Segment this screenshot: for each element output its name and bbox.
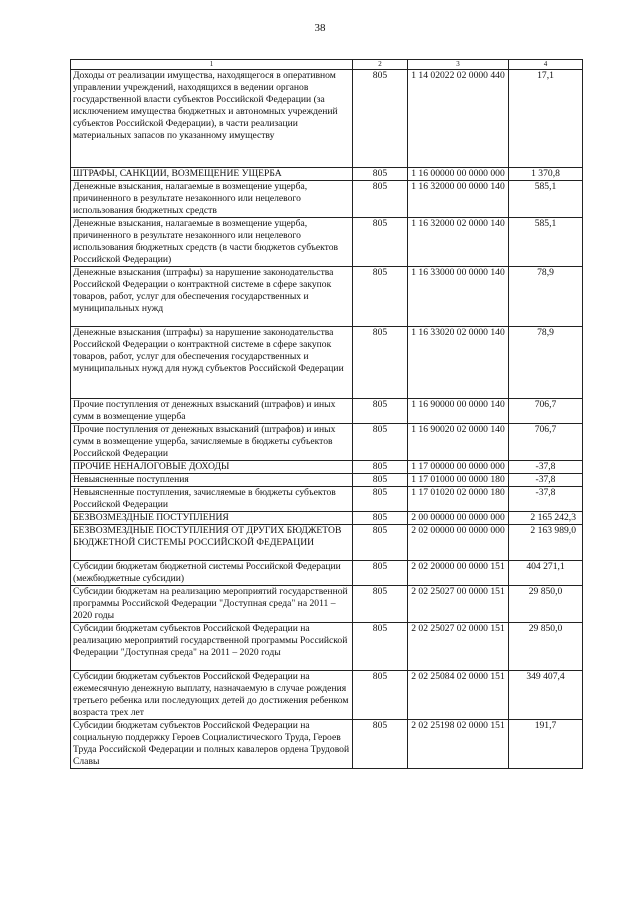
table-row bbox=[71, 424, 583, 461]
row-amount: 2 165 242,3 bbox=[509, 512, 583, 525]
row-budget-code: 2 02 25198 02 0000 151 bbox=[408, 720, 509, 769]
row-admin-code: 805 bbox=[353, 424, 408, 461]
revenue-table bbox=[70, 59, 583, 769]
table-row bbox=[71, 623, 583, 671]
row-name: Субсидии бюджетам бюджетной системы Российской Федерации (межбюджетные субсидии) bbox=[71, 561, 353, 586]
table-row bbox=[71, 218, 583, 267]
row-admin-code: 805 bbox=[353, 327, 408, 399]
row-amount: 29 850,0 bbox=[509, 586, 583, 623]
row-admin-code: 805 bbox=[353, 168, 408, 181]
table-body bbox=[71, 60, 583, 769]
row-admin-code: 805 bbox=[353, 561, 408, 586]
row-name: БЕЗВОЗМЕЗДНЫЕ ПОСТУПЛЕНИЯ ОТ ДРУГИХ БЮДЖЕТОВ БЮДЖЕТНОЙ СИСТЕМЫ РОССИЙСКОЙ ФЕДЕРАЦИИ bbox=[71, 525, 353, 561]
row-name: Субсидии бюджетам субъектов Российской Федерации на социальную поддержку Героев Социалистического Труда, Героев Труда Российской Федерации и полных кавалеров ордена Трудовой Славы bbox=[71, 720, 353, 769]
row-admin-code: 805 bbox=[353, 181, 408, 218]
row-amount: 29 850,0 bbox=[509, 623, 583, 671]
table-row bbox=[71, 720, 583, 769]
column-number: 4 bbox=[509, 60, 583, 70]
row-amount: 17,1 bbox=[509, 70, 583, 168]
table-row bbox=[71, 586, 583, 623]
table-row bbox=[71, 399, 583, 424]
row-budget-code: 1 17 00000 00 0000 000 bbox=[408, 461, 509, 474]
row-admin-code: 805 bbox=[353, 461, 408, 474]
row-name: Невыясненные поступления, зачисляемые в бюджеты субъектов Российской Федерации bbox=[71, 487, 353, 512]
row-amount: 706,7 bbox=[509, 399, 583, 424]
table-row bbox=[71, 181, 583, 218]
row-budget-code: 1 16 90020 02 0000 140 bbox=[408, 424, 509, 461]
row-amount: 78,9 bbox=[509, 267, 583, 327]
table-row bbox=[71, 461, 583, 474]
page-number: 38 bbox=[314, 22, 326, 34]
row-amount: -37,8 bbox=[509, 461, 583, 474]
row-budget-code: 2 02 00000 00 0000 000 bbox=[408, 525, 509, 561]
row-name: Субсидии бюджетам на реализацию мероприятий государственной программы Российской Федерации "Доступная среда" на 2011 – 2020 годы bbox=[71, 586, 353, 623]
table-row bbox=[71, 168, 583, 181]
row-amount: 1 370,8 bbox=[509, 168, 583, 181]
row-name: Доходы от реализации имущества, находящегося в оперативном управлении учреждений, находящихся в ведении органов государственной власти субъектов Российской Федерации (за исключением имущества бюджетных и автономных учреждений субъектов Российской Федерации), в части реализации материальных запасов по указанному имуществу bbox=[71, 70, 353, 168]
table-row bbox=[71, 267, 583, 327]
row-name: Денежные взыскания, налагаемые в возмещение ущерба, причиненного в результате незаконного или нецелевого использования бюджетных средств bbox=[71, 181, 353, 218]
column-number: 1 bbox=[71, 60, 353, 70]
row-budget-code: 1 16 90000 00 0000 140 bbox=[408, 399, 509, 424]
table-row bbox=[71, 70, 583, 168]
row-admin-code: 805 bbox=[353, 586, 408, 623]
row-name: Невыясненные поступления bbox=[71, 474, 353, 487]
row-budget-code: 1 16 33020 02 0000 140 bbox=[408, 327, 509, 399]
row-admin-code: 805 bbox=[353, 399, 408, 424]
row-name: ПРОЧИЕ НЕНАЛОГОВЫЕ ДОХОДЫ bbox=[71, 461, 353, 474]
row-name: ШТРАФЫ, САНКЦИИ, ВОЗМЕЩЕНИЕ УЩЕРБА bbox=[71, 168, 353, 181]
column-number: 2 bbox=[353, 60, 408, 70]
table-row bbox=[71, 525, 583, 561]
column-number: 3 bbox=[408, 60, 509, 70]
row-amount: 585,1 bbox=[509, 218, 583, 267]
row-budget-code: 2 02 25027 02 0000 151 bbox=[408, 623, 509, 671]
row-budget-code: 1 16 32000 02 0000 140 bbox=[408, 218, 509, 267]
row-admin-code: 805 bbox=[353, 512, 408, 525]
row-name: Денежные взыскания (штрафы) за нарушение законодательства Российской Федерации о контрактной системе в сфере закупок товаров, работ, услуг для обеспечения государственных и муниципальных нужд bbox=[71, 267, 353, 327]
row-budget-code: 1 16 00000 00 0000 000 bbox=[408, 168, 509, 181]
row-budget-code: 2 02 20000 00 0000 151 bbox=[408, 561, 509, 586]
row-name: Субсидии бюджетам субъектов Российской Федерации на реализацию мероприятий государственной программы Российской Федерации "Доступная среда" на 2011 – 2020 годы bbox=[71, 623, 353, 671]
table-row bbox=[71, 561, 583, 586]
row-amount: 2 163 989,0 bbox=[509, 525, 583, 561]
row-admin-code: 805 bbox=[353, 487, 408, 512]
row-budget-code: 1 16 32000 00 0000 140 bbox=[408, 181, 509, 218]
row-admin-code: 805 bbox=[353, 525, 408, 561]
row-budget-code: 2 00 00000 00 0000 000 bbox=[408, 512, 509, 525]
row-amount: 706,7 bbox=[509, 424, 583, 461]
row-admin-code: 805 bbox=[353, 623, 408, 671]
row-admin-code: 805 bbox=[353, 70, 408, 168]
row-amount: 349 407,4 bbox=[509, 671, 583, 720]
row-admin-code: 805 bbox=[353, 218, 408, 267]
row-amount: 191,7 bbox=[509, 720, 583, 769]
row-budget-code: 1 17 01000 00 0000 180 bbox=[408, 474, 509, 487]
row-name: БЕЗВОЗМЕЗДНЫЕ ПОСТУПЛЕНИЯ bbox=[71, 512, 353, 525]
row-amount: 404 271,1 bbox=[509, 561, 583, 586]
row-name: Прочие поступления от денежных взысканий (штрафов) и иных сумм в возмещение ущерба, зачисляемые в бюджеты субъектов Российской Федерации bbox=[71, 424, 353, 461]
row-amount: 78,9 bbox=[509, 327, 583, 399]
row-amount: -37,8 bbox=[509, 474, 583, 487]
row-name: Прочие поступления от денежных взысканий (штрафов) и иных сумм в возмещение ущерба bbox=[71, 399, 353, 424]
row-budget-code: 1 17 01020 02 0000 180 bbox=[408, 487, 509, 512]
row-budget-code: 1 14 02022 02 0000 440 bbox=[408, 70, 509, 168]
row-admin-code: 805 bbox=[353, 720, 408, 769]
row-budget-code: 1 16 33000 00 0000 140 bbox=[408, 267, 509, 327]
table-row bbox=[71, 671, 583, 720]
row-name: Денежные взыскания, налагаемые в возмещение ущерба, причиненного в результате незаконного или нецелевого использования бюджетных средств (в части бюджетов субъектов Российской Федерации) bbox=[71, 218, 353, 267]
table-row bbox=[71, 327, 583, 399]
column-number-row bbox=[71, 60, 583, 70]
row-name: Субсидии бюджетам субъектов Российской Федерации на ежемесячную денежную выплату, назначаемую в случае рождения третьего ребенка или последующих детей до достижения ребенком возраста трех лет bbox=[71, 671, 353, 720]
row-admin-code: 805 bbox=[353, 671, 408, 720]
row-amount: -37,8 bbox=[509, 487, 583, 512]
table-row bbox=[71, 487, 583, 512]
row-admin-code: 805 bbox=[353, 474, 408, 487]
row-amount: 585,1 bbox=[509, 181, 583, 218]
row-budget-code: 2 02 25084 02 0000 151 bbox=[408, 671, 509, 720]
table-row bbox=[71, 474, 583, 487]
row-budget-code: 2 02 25027 00 0000 151 bbox=[408, 586, 509, 623]
table-row bbox=[71, 512, 583, 525]
row-name: Денежные взыскания (штрафы) за нарушение законодательства Российской Федерации о контрактной системе в сфере закупок товаров, работ, услуг для обеспечения государственных и муниципальных нужд для нужд субъектов Российской Федерации bbox=[71, 327, 353, 399]
row-admin-code: 805 bbox=[353, 267, 408, 327]
